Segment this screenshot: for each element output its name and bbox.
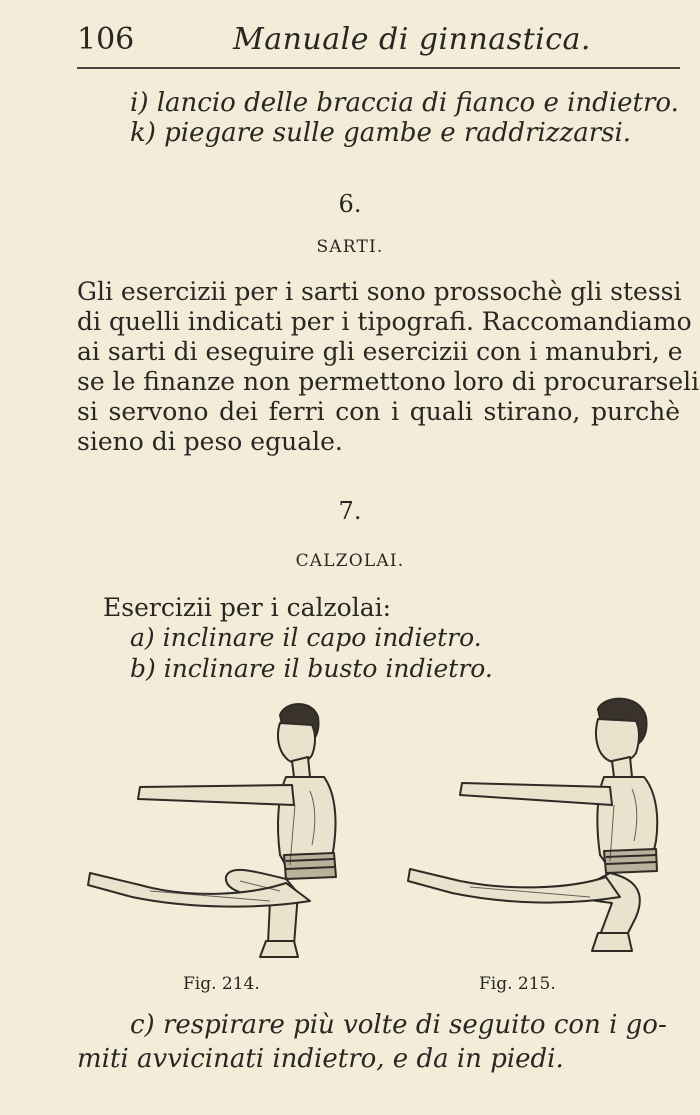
page-number: 106	[77, 22, 135, 57]
figure-215-caption: Fig. 215.	[479, 974, 556, 994]
figure-214-illustration	[80, 695, 350, 965]
paragraph-line: di quelli indicati per i tipografi. Raccomandiamo	[77, 307, 692, 336]
figure-215-illustration	[400, 693, 670, 963]
paragraph-line: se le finanze non permettono loro di procurarseli	[77, 367, 700, 396]
section-7-title: CALZOLAI.	[295, 551, 405, 571]
running-title: Manuale di ginnastica.	[233, 22, 591, 57]
list-item-a: a) inclinare il capo indietro.	[130, 623, 482, 652]
section-6-title: SARTI.	[316, 237, 384, 257]
list-item-k: k) piegare sulle gambe e raddrizzarsi.	[130, 118, 632, 148]
final-line: c) respirare più volte di seguito con i go-	[130, 1010, 667, 1040]
section-6-number: 6.	[338, 190, 362, 218]
section-6-paragraph	[77, 277, 700, 457]
paragraph-line: ai sarti di eseguire gli esercizii con i manubri, e	[77, 337, 683, 366]
paragraph-line: Gli esercizii per i sarti sono prossochè gli stessi	[77, 277, 682, 306]
list-item-b: b) inclinare il busto indietro.	[130, 654, 493, 683]
final-line: miti avvicinati indietro, e da in piedi.	[77, 1044, 564, 1074]
section-7-intro: Esercizii per i calzolai:	[103, 593, 392, 622]
section-7-number: 7.	[338, 497, 362, 525]
figure-214-caption: Fig. 214.	[183, 974, 260, 994]
list-item-c	[77, 1008, 680, 1076]
header-rule	[77, 67, 680, 69]
list-item-i: i) lancio delle braccia di fianco e indietro.	[130, 88, 679, 118]
paragraph-line: sieno di peso eguale.	[77, 427, 343, 456]
paragraph-line: si servono dei ferri con i quali stirano, purchè	[77, 397, 680, 426]
